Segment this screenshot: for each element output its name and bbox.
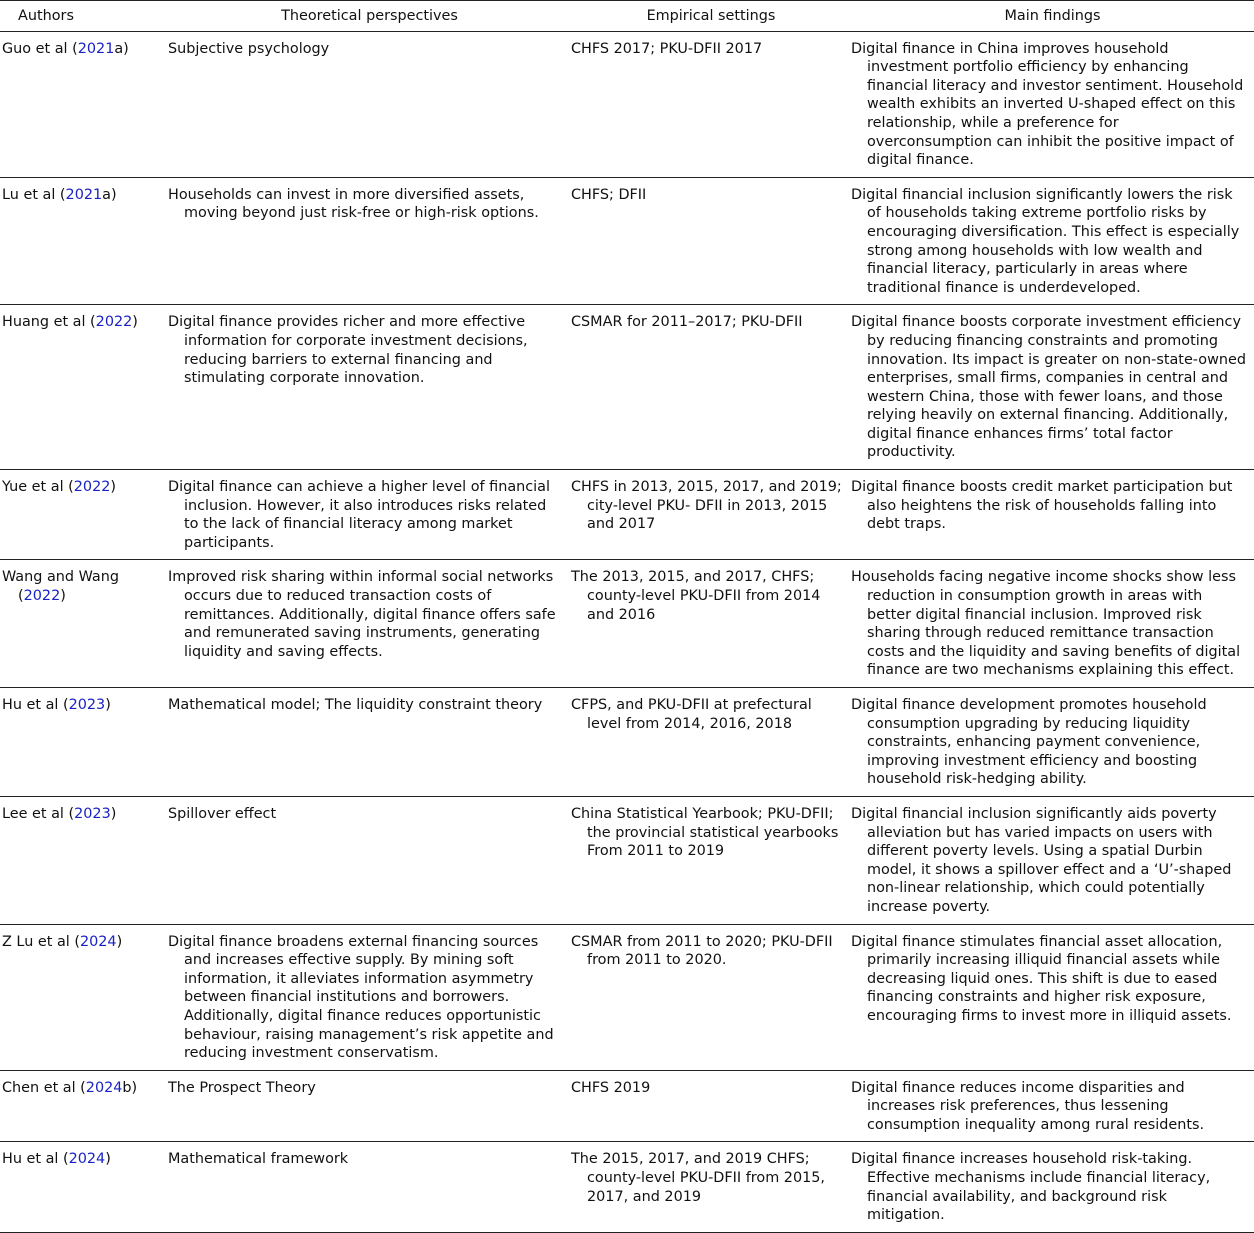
setting-cell: CHFS 2017; PKU-DFII 2017	[571, 31, 851, 177]
header-perspectives: Theoretical perspectives	[168, 1, 571, 32]
citation-year-link[interactable]: 2023	[68, 697, 106, 713]
author-suffix: a)	[114, 40, 129, 57]
author-name: Chen et al (	[2, 1079, 86, 1096]
citation-year-link[interactable]: 2021	[65, 186, 103, 203]
author-suffix: )	[105, 697, 111, 713]
author-name: Lee et al (	[2, 805, 75, 822]
perspective-cell: Spillover effect	[168, 796, 571, 924]
author-name: Yue et al (	[2, 479, 74, 496]
citation-year-link[interactable]: 2022	[73, 479, 111, 496]
table-row	[0, 924, 1254, 1070]
setting-cell: CSMAR from 2011 to 2020; PKU-DFII from 2011 to 2020.	[571, 924, 851, 1070]
author-name: Hu et al (	[2, 697, 69, 713]
author-suffix: b)	[122, 1079, 138, 1096]
finding-cell: Digital finance in China improves household investment portfolio efficiency by enhancing financial literacy and investor sentiment. Household wealth exhibits an inverted U-shaped effect on this relationship, while a preference for overconsumption can inhibit the positive impact of digital finance.	[851, 31, 1254, 177]
setting-cell: CSMAR for 2011–2017; PKU-DFII	[571, 305, 851, 470]
setting-cell: The 2013, 2015, and 2017, CHFS; county-level PKU-DFII from 2014 and 2016	[571, 560, 851, 688]
table-body	[0, 31, 1254, 1232]
finding-cell: Digital finance boosts corporate investment efficiency by reducing financing constraints and promoting innovation. Its impact is greater on non-state-owned enterprises, small firms, companies in central and western China, those with fewer loans, and those relying heavily on external financing. Additionally, digital finance enhances firms’ total factor productivity.	[851, 305, 1254, 470]
author-name: Huang et al (	[2, 314, 96, 331]
setting-cell: CHFS; DFII	[571, 177, 851, 305]
finding-cell: Households facing negative income shocks show less reduction in consumption growth in areas with better digital financial inclusion. Improved risk sharing through reduced remittance transaction costs and the liquidity and saving benefits of digital finance are two mechanisms explaining this effect.	[851, 560, 1254, 688]
perspective-cell: The Prospect Theory	[168, 1070, 571, 1142]
finding-cell: Digital finance reduces income disparities and increases risk preferences, thus lessening consumption inequality among rural residents.	[851, 1070, 1254, 1142]
finding-cell: Digital financial inclusion significantly lowers the risk of households taking extreme portfolio risks by encouraging diversification. This effect is especially strong among households with low wealth and financial literacy, particularly in areas where traditional finance is underdeveloped.	[851, 177, 1254, 305]
author-suffix: )	[105, 1151, 111, 1168]
author-name: Hu et al (	[2, 1151, 69, 1168]
perspective-cell: Households can invest in more diversified assets, moving beyond just risk-free or high-risk options.	[168, 177, 571, 305]
finding-cell: Digital finance development promotes household consumption upgrading by reducing liquidity constraints, enhancing payment convenience, improving investment efficiency and boosting household risk-hedging ability.	[851, 688, 1254, 797]
table-row	[0, 1070, 1254, 1142]
table-row	[0, 1142, 1254, 1232]
table-header	[0, 1, 1254, 32]
perspective-cell: Digital finance can achieve a higher level of financial inclusion. However, it also introduces risks related to the lack of financial literacy among market participants.	[168, 470, 571, 560]
author-name: Guo et al (	[2, 40, 78, 57]
citation-year-link[interactable]: 2023	[74, 805, 111, 822]
author-suffix: )	[116, 933, 123, 950]
table-row	[0, 305, 1254, 470]
citation-year-link[interactable]: 2024	[85, 1079, 123, 1096]
table-row	[0, 470, 1254, 560]
author-name: Wang and Wang (	[2, 569, 119, 605]
header-settings: Empirical settings	[571, 1, 851, 32]
table-row	[0, 31, 1254, 177]
citation-year-link[interactable]: 2024	[79, 933, 117, 950]
citation-year-link[interactable]: 2022	[95, 314, 133, 331]
header-authors: Authors	[0, 1, 168, 32]
finding-cell: Digital finance stimulates financial asset allocation, primarily increasing illiquid financial assets while decreasing liquid ones. This shift is due to eased financing constraints and higher risk exposure, encouraging firms to invest more in illiquid assets.	[851, 924, 1254, 1070]
perspective-cell: Mathematical model; The liquidity constraint theory	[168, 688, 571, 797]
setting-cell: CFPS, and PKU-DFII at prefectural level from 2014, 2016, 2018	[571, 688, 851, 797]
author-cell	[0, 31, 168, 177]
author-suffix: )	[132, 314, 138, 331]
finding-cell: Digital finance boosts credit market participation but also heightens the risk of households falling into debt traps.	[851, 470, 1254, 560]
author-cell	[0, 305, 168, 470]
author-name: Lu et al (	[2, 186, 66, 203]
author-suffix: a)	[102, 186, 117, 203]
setting-cell: The 2015, 2017, and 2019 CHFS; county-level PKU-DFII from 2015, 2017, and 2019	[571, 1142, 851, 1232]
author-cell	[0, 924, 168, 1070]
setting-cell: China Statistical Yearbook; PKU-DFII; the provincial statistical yearbooks From 2011 to 2019	[571, 796, 851, 924]
author-cell	[0, 470, 168, 560]
citation-year-link[interactable]: 2021	[77, 40, 115, 57]
table-row	[0, 177, 1254, 305]
perspective-cell: Mathematical framework	[168, 1142, 571, 1232]
finding-cell: Digital finance increases household risk-taking. Effective mechanisms include financial literacy, financial availability, and background risk mitigation.	[851, 1142, 1254, 1232]
table-row	[0, 688, 1254, 797]
table-row	[0, 796, 1254, 924]
author-name: Z Lu et al (	[2, 933, 80, 950]
header-row	[0, 1, 1254, 32]
perspective-cell: Digital finance broadens external financing sources and increases effective supply. By mining soft information, it alleviates information asymmetry between financial institutions and borrowers. Additionally, digital finance reduces opportunistic behaviour, raising management’s risk appetite and reducing investment conservatism.	[168, 924, 571, 1070]
author-cell	[0, 177, 168, 305]
header-findings: Main findings	[851, 1, 1254, 32]
author-cell	[0, 688, 168, 797]
perspective-cell: Digital finance provides richer and more effective information for corporate investment decisions, reducing barriers to external financing and stimulating corporate innovation.	[168, 305, 571, 470]
finding-cell: Digital financial inclusion significantly aids poverty alleviation but has varied impacts on users with different poverty levels. Using a spatial Durbin model, it shows a spillover effect and a ‘U’-shaped non-linear relationship, which could potentially increase poverty.	[851, 796, 1254, 924]
author-cell	[0, 560, 168, 688]
author-cell	[0, 796, 168, 924]
author-cell	[0, 1070, 168, 1142]
author-suffix: )	[60, 588, 66, 605]
author-suffix: )	[110, 479, 117, 496]
citation-year-link[interactable]: 2022	[23, 588, 61, 605]
setting-cell: CHFS in 2013, 2015, 2017, and 2019; city-level PKU- DFII in 2013, 2015 and 2017	[571, 470, 851, 560]
perspective-cell: Subjective psychology	[168, 31, 571, 177]
perspective-cell: Improved risk sharing within informal social networks occurs due to reduced transaction costs of remittances. Additionally, digital finance offers safe and remunerated saving instruments, generating liquidity and saving effects.	[168, 560, 571, 688]
setting-cell: CHFS 2019	[571, 1070, 851, 1142]
citation-year-link[interactable]: 2024	[68, 1151, 106, 1168]
author-suffix: )	[110, 805, 117, 822]
table-row	[0, 560, 1254, 688]
author-cell	[0, 1142, 168, 1232]
